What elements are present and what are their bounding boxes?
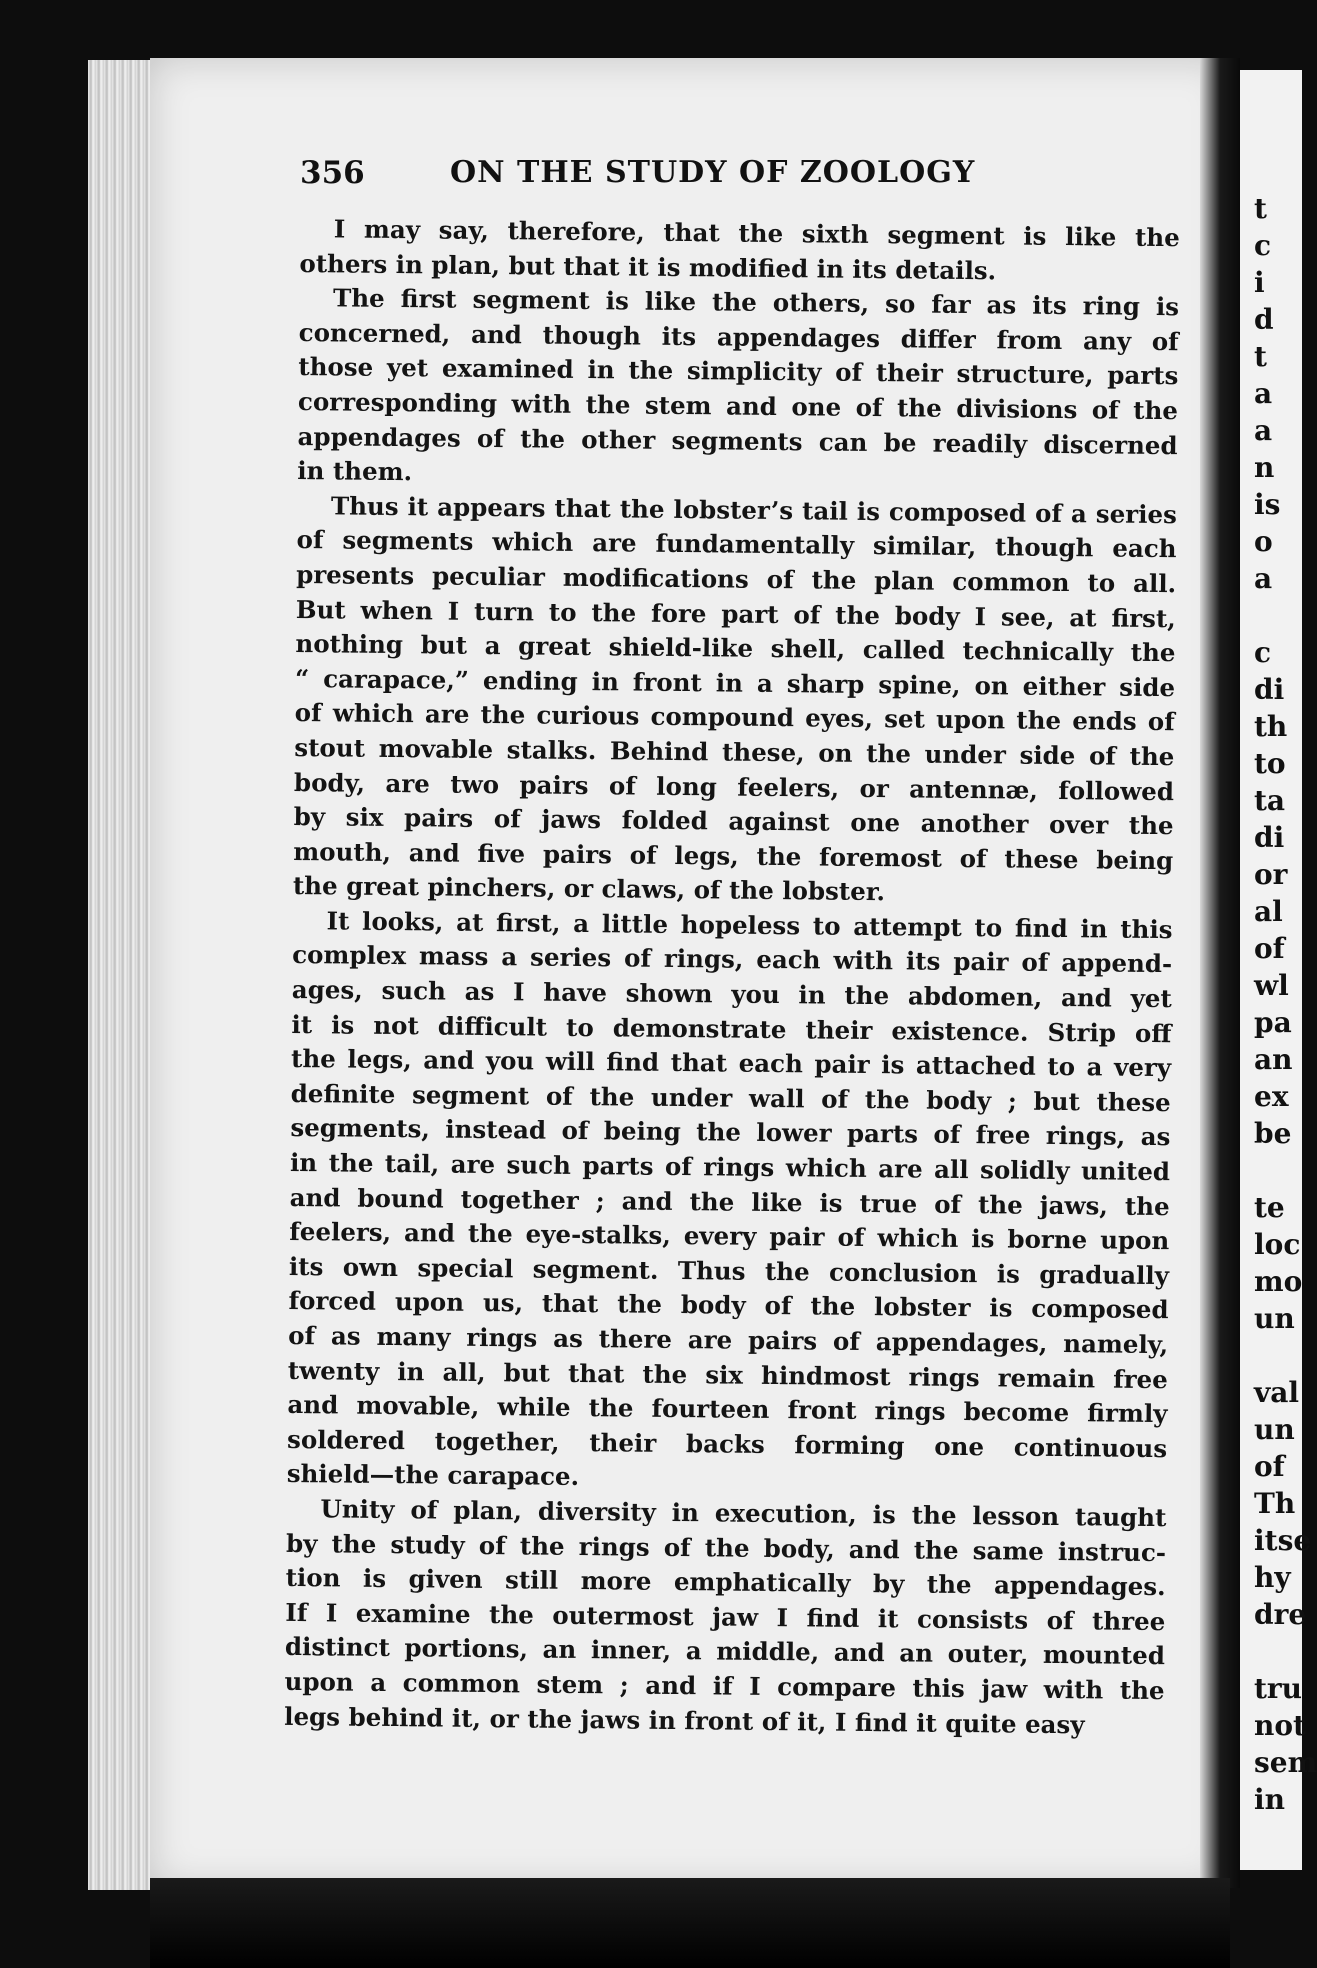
next-page-fragment: t [1254, 192, 1267, 225]
text-line: of as many rings as there are pairs of appendages, namely, [288, 1320, 1169, 1360]
text-line: twenty in all, but that the six hindmost rings remain free [287, 1355, 1168, 1394]
text-line: Thus it appears that the lobster’s tail is composed of a series [330, 491, 1178, 529]
next-page-fragment: itse [1254, 1524, 1312, 1557]
next-page-fragment: a [1254, 414, 1273, 447]
next-page-fragment: val [1254, 1376, 1300, 1409]
next-page-fragment: hy [1254, 1561, 1291, 1594]
next-page-fragment: in [1254, 1783, 1285, 1816]
next-page-fragment [1240, 1152, 1302, 1189]
next-page-fragment: of [1254, 1450, 1285, 1483]
next-page-fragment: n [1254, 451, 1275, 484]
text-line: complex mass a series of rings, each with its pair of append- [292, 940, 1173, 979]
next-page-fragment: t [1254, 340, 1267, 373]
next-page-fragment: ta [1254, 784, 1286, 817]
bottom-shadow [150, 1878, 1230, 1968]
next-page-fragment [1240, 1337, 1302, 1374]
text-line: feelers, and the eye-stalks, every pair of which is borne upon [289, 1217, 1170, 1256]
text-line: But when I turn to the fore part of the body I see, at first, [295, 594, 1176, 633]
text-line: corresponding with the stem and one of the divisions of the [297, 386, 1179, 426]
text-line: presents peculiar modifications of the plan common to all. [296, 559, 1177, 599]
next-page-fragment: di [1254, 673, 1285, 706]
next-page-fragment: te [1254, 1191, 1285, 1224]
next-page-fragment: ex [1254, 1080, 1289, 1113]
next-page-fragment: c [1254, 636, 1272, 669]
text-line: “ carapace,” ending in front in a sharp spine, on either side [294, 663, 1176, 702]
text-line: the great pinchers, or claws, of the lobster. [292, 871, 886, 907]
next-page-fragment: dre [1254, 1598, 1307, 1631]
next-page-fragment: a [1254, 562, 1273, 595]
next-page-fragment: loc [1254, 1228, 1301, 1261]
next-page-fragment: sem [1254, 1746, 1317, 1779]
text-line: ages, such as I have shown you in the abdomen, and yet [291, 975, 1172, 1014]
next-page-fragment: be [1254, 1117, 1292, 1150]
text-line: If I examine the outermost jaw I find it consists of three [285, 1597, 1166, 1636]
text-line: upon a common stem ; and if I compare this jaw with the [284, 1666, 1165, 1706]
text-line: tion is given still more emphatically by the appendages. [285, 1563, 1166, 1602]
text-line: nothing but a great shield-like shell, called technically the [295, 629, 1176, 668]
text-line: Unity of plan, diversity in execution, is the lesson taught [320, 1494, 1167, 1533]
next-page-fragment [1240, 597, 1302, 634]
next-page-fragment: wl [1254, 969, 1289, 1002]
text-line: appendages of the other segments can be readily discerned [297, 421, 1178, 460]
text-line: The first segment is like the others, so far as its ring is [332, 283, 1180, 322]
next-page-fragment: un [1254, 1302, 1295, 1335]
page-number: 356 [300, 155, 365, 191]
next-page-fragment: to [1254, 747, 1286, 780]
text-line: others in plan, but that it is modified in its details. [299, 248, 997, 285]
page-gutter [1200, 58, 1240, 1888]
text-line: in them. [297, 456, 413, 487]
text-line: of which are the curious compound eyes, set upon the ends of [294, 698, 1175, 737]
text-line: segments, instead of being the lower parts of free rings, as [290, 1113, 1171, 1152]
next-page-fragment: mo [1254, 1265, 1303, 1298]
text-line: soldered together, their backs forming one continuous [286, 1424, 1168, 1463]
text-line: those yet examined in the simplicity of their structure, parts [298, 352, 1179, 391]
text-line: its own special segment. Thus the conclusion is gradually [288, 1251, 1170, 1290]
next-page-edge [1240, 70, 1317, 1870]
text-line: and bound together ; and the like is true of the jaws, the [289, 1182, 1170, 1221]
text-line: legs behind it, or the jaws in front of it, I find it quite easy [284, 1701, 1085, 1739]
text-line: mouth, and five pairs of legs, the foremost of these being [293, 836, 1174, 875]
next-page-fragment: of [1254, 932, 1285, 965]
next-page-fragment [1240, 1633, 1302, 1670]
text-line: stout movable stalks. Behind these, on the under side of the [294, 732, 1175, 772]
text-line: distinct portions, an inner, a middle, and an outer, mounted [284, 1632, 1166, 1671]
text-line: of segments which are fundamentally similar, though each [296, 525, 1177, 564]
next-page-fragment: c [1254, 229, 1272, 262]
next-page-fragment: is [1254, 488, 1281, 521]
next-page-fragment: d [1254, 303, 1274, 336]
text-line: It looks, at first, a little hopeless to attempt to find in this [326, 906, 1173, 945]
text-line: in the tail, are such parts of rings which are all solidly united [289, 1147, 1171, 1187]
next-page-fragment: or [1254, 858, 1288, 891]
text-line: body, are two pairs of long feelers, or antennæ, followed [293, 767, 1175, 806]
text-line: and movable, while the fourteen front rings become firmly [287, 1390, 1168, 1429]
text-line: the legs, and you will find that each pair is attached to a very [290, 1044, 1172, 1083]
next-page-fragment: un [1254, 1413, 1295, 1446]
next-page-fragment: th [1254, 710, 1288, 743]
next-page-fragment: di [1254, 821, 1285, 854]
text-line: by the study of the rings of the body, and the same instruc- [285, 1528, 1167, 1567]
next-page-fragment: i [1254, 266, 1265, 299]
next-page-fragment: a [1254, 377, 1273, 410]
next-page-fragment: not [1254, 1709, 1306, 1742]
text-line: it is not difficult to demonstrate their existence. Strip off [291, 1009, 1172, 1048]
page-header [300, 155, 1040, 195]
next-page-fragment: pa [1254, 1006, 1292, 1039]
book-spine-edge [88, 60, 158, 1890]
running-title: ON THE STUDY OF ZOOLOGY [450, 155, 976, 190]
text-line: definite segment of the under wall of the body ; but these [290, 1078, 1171, 1118]
next-page-fragment: al [1254, 895, 1283, 928]
next-page-fragment: o [1254, 525, 1273, 558]
next-page-fragment: an [1254, 1043, 1293, 1076]
text-line: by six pairs of jaws folded against one another over the [293, 802, 1174, 841]
text-line: concerned, and though its appendages differ from any of [298, 317, 1179, 356]
text-line: forced upon us, that the body of the lobster is composed [288, 1286, 1169, 1325]
next-page-fragment: Th [1254, 1487, 1296, 1520]
text-line: I may say, therefore, that the sixth segment is like the [333, 214, 1180, 253]
text-line: shield—the carapace. [286, 1459, 580, 1492]
next-page-fragment: tru [1254, 1672, 1303, 1705]
body-text [284, 212, 1180, 1743]
